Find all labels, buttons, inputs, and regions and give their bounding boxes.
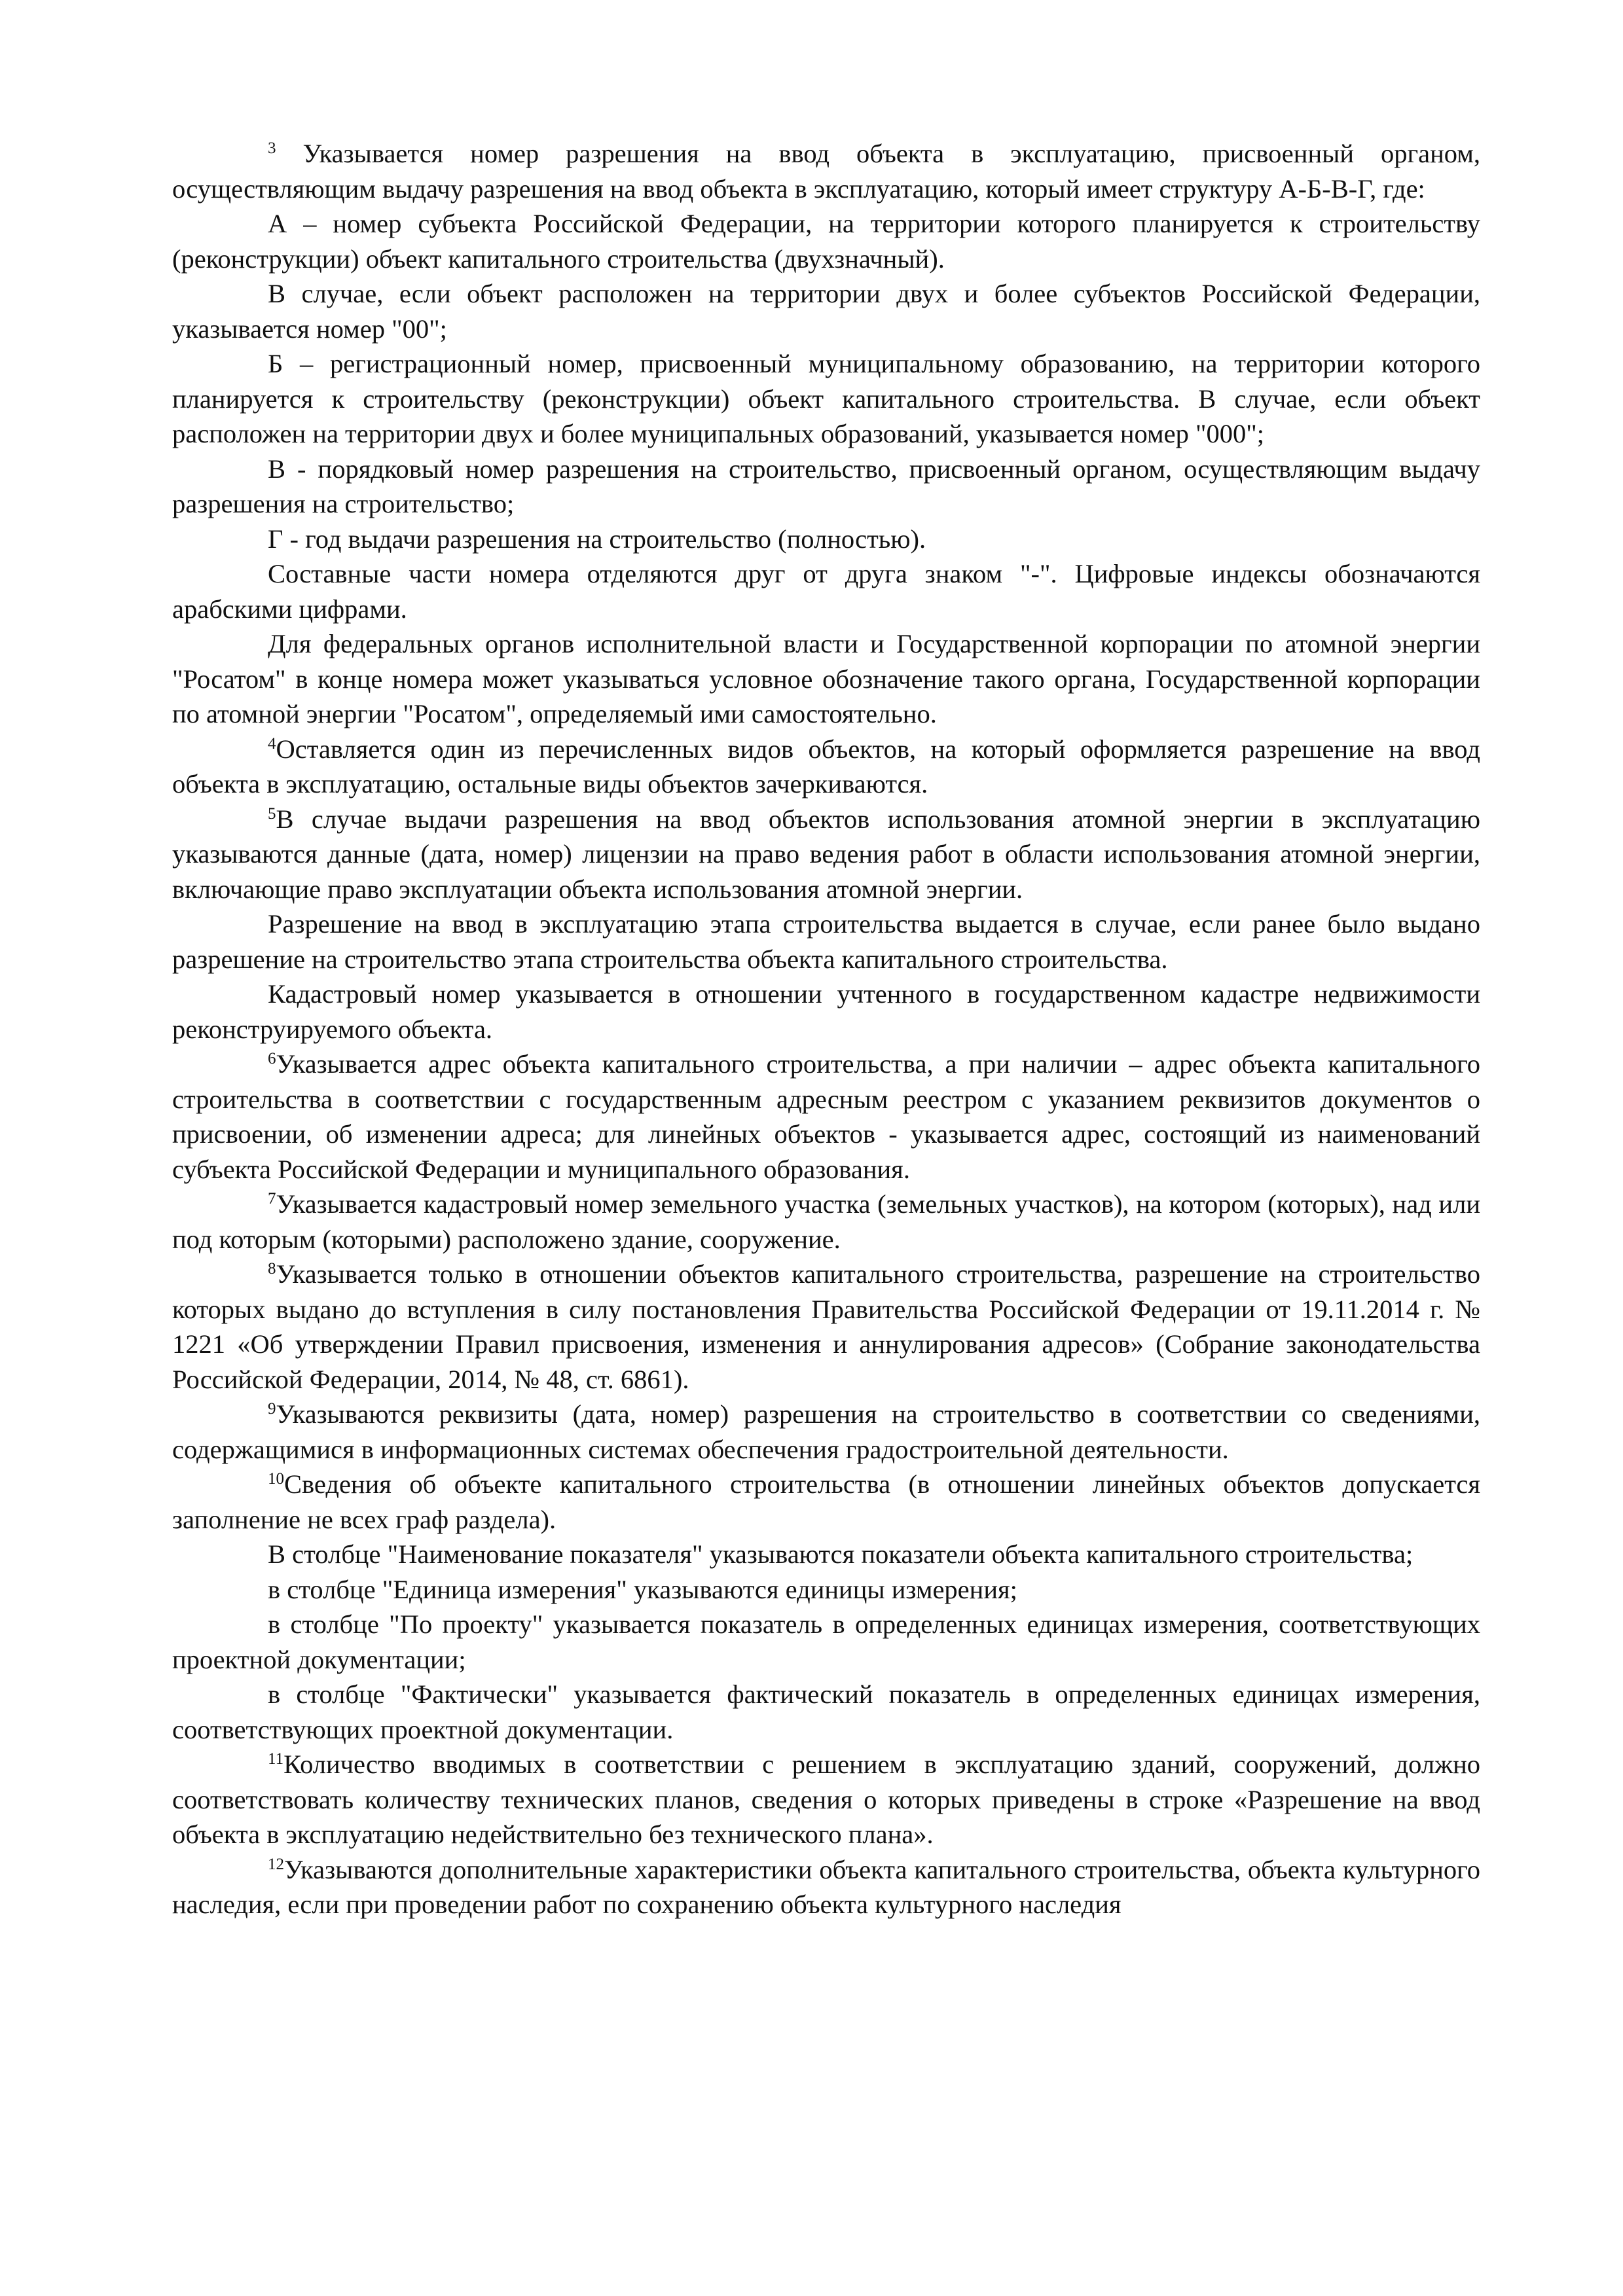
footnote-12 (172, 1852, 1480, 1922)
paragraph-text: В - порядковый номер разрешения на строительство, присвоенный органом, осуществляющим выдачу разрешения на строительство; (172, 454, 1480, 518)
paragraph-text: Разрешение на ввод в эксплуатацию этапа строительства выдается в случае, если ранее было выдано разрешение на строительство этапа строительства объекта капитального строительства. (172, 909, 1480, 974)
paragraph-text: В столбце "Наименование показателя" указываются показатели объекта капитального строительства; (268, 1539, 1413, 1569)
paragraph-text: Количество вводимых в соответствии с решением в эксплуатацию зданий, сооружений, должно соответствовать количеству технических планов, сведения о которых приведены в строке «Разрешение на ввод объекта в эксплуатацию недействительно без технического плана». (172, 1749, 1480, 1849)
footnote-mark: 5 (268, 804, 276, 823)
paragraph-text: Кадастровый номер указывается в отношении учтенного в государственном кадастре недвижимости реконструируемого объекта. (172, 979, 1480, 1044)
footnote-mark: 3 (268, 139, 276, 157)
footnote-10 (172, 1467, 1480, 1537)
paragraph-text: Указываются дополнительные характеристики объекта капитального строительства, объекта культурного наследия, если при проведении работ по сохранению объекта культурного наследия (172, 1854, 1480, 1919)
paragraph-text: Указывается адрес объекта капитального строительства, а при наличии – адрес объекта капитального строительства в соответствии с государственным адресным реестром с указанием реквизитов документов о присвоении, об изменении адреса; для линейных объектов - указывается адрес, состоящий из наименований субъекта Российской Федерации и муниципального образования. (172, 1049, 1480, 1184)
paragraph-text: Г - год выдачи разрешения на строительство (полностью). (268, 524, 926, 554)
paragraph-text: Указывается кадастровый номер земельного участка (земельных участков), на котором (которых), над или под которым (которыми) расположено здание, сооружение. (172, 1189, 1480, 1254)
footnote-mark: 6 (268, 1050, 276, 1067)
paragraph-text: Указывается номер разрешения на ввод объекта в эксплуатацию, присвоенный органом, осуществляющим выдачу разрешения на ввод объекта в эксплуатацию, который имеет структуру А-Б-В-Г, где: (172, 139, 1480, 204)
paragraph-text: Составные части номера отделяются друг от друга знаком "-". Цифровые индексы обозначаются арабскими цифрами. (172, 559, 1480, 624)
paragraph (172, 1607, 1480, 1677)
footnote-4 (172, 732, 1480, 802)
paragraph (172, 1677, 1480, 1747)
paragraph (172, 522, 1480, 557)
paragraph-text: Указываются реквизиты (дата, номер) разрешения на строительство в соответствии со сведениями, содержащимися в информационных системах обеспечения градостроительной деятельности. (172, 1399, 1480, 1464)
footnote-6 (172, 1047, 1480, 1187)
paragraph (172, 1572, 1480, 1607)
paragraph-text: В случае, если объект расположен на территории двух и более субъектов Российской Федерации, указывается номер "00"; (172, 279, 1480, 344)
footnote-mark: 12 (268, 1855, 284, 1873)
footnote-mark: 8 (268, 1260, 276, 1278)
paragraph-text: в столбце "По проекту" указывается показатель в определенных единицах измерения, соответствующих проектной документации; (172, 1609, 1480, 1674)
paragraph (172, 556, 1480, 626)
paragraph (172, 346, 1480, 452)
paragraph (172, 977, 1480, 1047)
footnote-mark: 11 (268, 1750, 284, 1768)
paragraph-text: в столбце "Единица измерения" указываются единицы измерения; (268, 1574, 1017, 1604)
paragraph (172, 206, 1480, 276)
paragraph (172, 906, 1480, 977)
paragraph-text: В случае выдачи разрешения на ввод объектов использования атомной энергии в эксплуатацию указываются данные (дата, номер) лицензии на право ведения работ в области использования атомной энергии, включающие право эксплуатации объекта использования атомной энергии. (172, 804, 1480, 904)
paragraph (172, 452, 1480, 522)
paragraph-text: Оставляется один из перечисленных видов объектов, на который оформляется разрешение на ввод объекта в эксплуатацию, остальные виды объектов зачеркиваются. (172, 734, 1480, 798)
paragraph-text: в столбце "Фактически" указывается фактический показатель в определенных единицах измерения, соответствующих проектной документации. (172, 1679, 1480, 1744)
footnote-mark: 9 (268, 1400, 276, 1418)
paragraph-text: Указывается только в отношении объектов капитального строительства, разрешение на строительство которых выдано до вступления в силу постановления Правительства Российской Федерации от 19.11.2014 г. № 1221 «Об утверждении Правил присвоения, изменения и аннулирования адресов» (Собрание законодательства Российской Федерации, 2014, № 48, ст. 6861). (172, 1259, 1480, 1394)
footnote-5 (172, 802, 1480, 907)
footnote-11 (172, 1747, 1480, 1852)
footnote-3 (172, 136, 1480, 206)
footnote-mark: 4 (268, 734, 276, 753)
paragraph (172, 1537, 1480, 1572)
paragraph (172, 276, 1480, 346)
footnote-7 (172, 1187, 1480, 1257)
document-page (172, 136, 1480, 1922)
paragraph-text: Для федеральных органов исполнительной власти и Государственной корпорации по атомной энергии "Росатом" в конце номера может указываться условное обозначение такого органа, Государственной корпорации по атомной энергии "Росатом", определяемый ими самостоятельно. (172, 629, 1480, 728)
paragraph-text: Сведения об объекте капитального строительства (в отношении линейных объектов допускается заполнение не всех граф раздела). (172, 1469, 1480, 1534)
paragraph-text: Б – регистрационный номер, присвоенный муниципальному образованию, на территории которого планируется к строительству (реконструкции) объект капитального строительства. В случае, если объект расположен на территории двух и более муниципальных образований, указывается номер "000"; (172, 349, 1480, 448)
footnote-mark: 10 (268, 1470, 284, 1488)
paragraph-text: А – номер субъекта Российской Федерации, на территории которого планируется к строительству (реконструкции) объект капитального строительства (двухзначный). (172, 209, 1480, 274)
paragraph (172, 626, 1480, 732)
footnote-mark: 7 (268, 1190, 276, 1208)
footnote-9 (172, 1397, 1480, 1467)
footnote-8 (172, 1257, 1480, 1397)
